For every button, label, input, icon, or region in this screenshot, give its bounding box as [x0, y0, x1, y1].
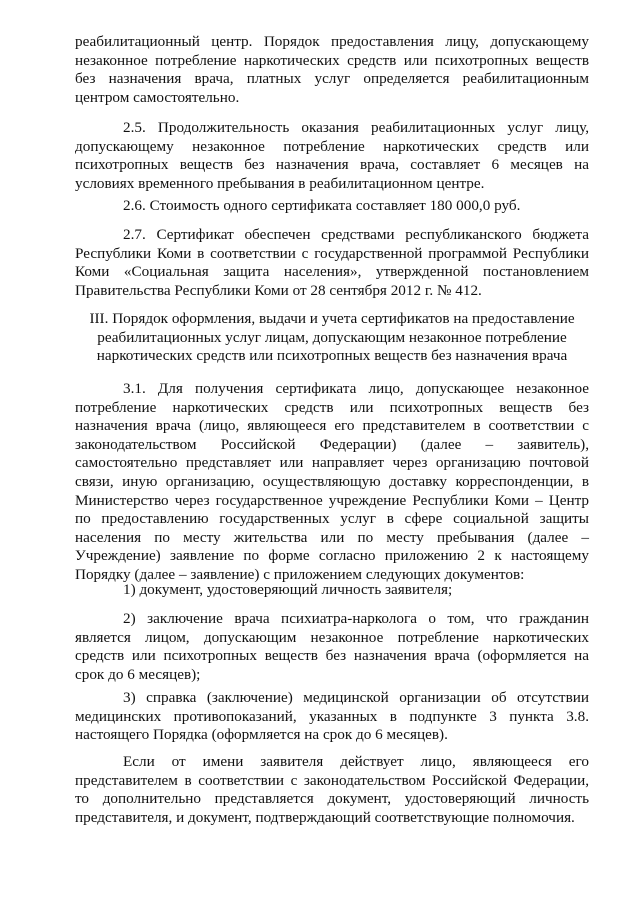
section-3-heading: III. Порядок оформления, выдачи и учета сертификатов на предоставление реабилитационных услуг лицам, допускающим незаконное потребление наркотических средств или психотропных веществ без назначения врача — [89, 310, 575, 365]
paragraph-2-5: 2.5. Продолжительность оказания реабилитационных услуг лицу, допускающему незаконное потребление наркотических средств или психотропных веществ без назначения врача, составляет 6 месяцев на условиях временного пребывания в реабилитационном центре. — [75, 119, 589, 192]
paragraph-2-6: 2.6. Стоимость одного сертификата составляет 180 000,0 руб. — [123, 197, 521, 214]
paragraph-3-1: 3.1. Для получения сертификата лицо, допускающее незаконное потребление наркотических средств или психотропных веществ без назначения врача (лицо, являющееся его представителем в соответствии с законодательством Российской Федерации) (далее – заявитель), самостоятельно представляет или направляет через организацию почтовой связи, иную организацию, осуществляющую доставку корреспонденции, в Министерство через государственное учреждение Республики Коми – Центр по предоставлению государственных услуг в сфере социальной защиты населения по месту жительства или по месту пребывания (далее – Учреждение) заявление по форме согласно приложению 2 к настоящему Порядку (далее – заявление) с приложением следующих документов: — [75, 380, 589, 583]
list-item-1: 1) документ, удостоверяющий личность заявителя; — [123, 581, 453, 598]
paragraph-2-7: 2.7. Сертификат обеспечен средствами республиканского бюджета Республики Коми в соответствии с государственной программой Республики Коми «Социальная защита населения», утвержденной постановлением Правительства Республики Коми от 28 сентября 2012 г. № 412. — [75, 226, 589, 299]
list-item-2: 2) заключение врача психиатра-нарколога о том, что гражданин является лицом, допускающим незаконное потребление наркотических средств или психотропных веществ без назначения врача (оформляется на срок до 6 месяцев); — [75, 610, 589, 683]
paragraph-continuation: реабилитационный центр. Порядок предоставления лицу, допускающему незаконное потребление наркотических средств или психотропных веществ без назначения врача, платных услуг определяется реабилитационным центром самостоятельно. — [75, 33, 589, 106]
list-item-3: 3) справка (заключение) медицинской организации об отсутствии медицинских противопоказаний, указанных в подпункте 3 пункта 3.8. настоящего Порядка (оформляется на срок до 6 месяцев). — [75, 689, 589, 744]
paragraph-representative: Если от имени заявителя действует лицо, являющееся его представителем в соответствии с законодательством Российской Федерации, то дополнительно представляется документ, удостоверяющий личность представителя, и документ, подтверждающий соответствующие полномочия. — [75, 753, 589, 826]
